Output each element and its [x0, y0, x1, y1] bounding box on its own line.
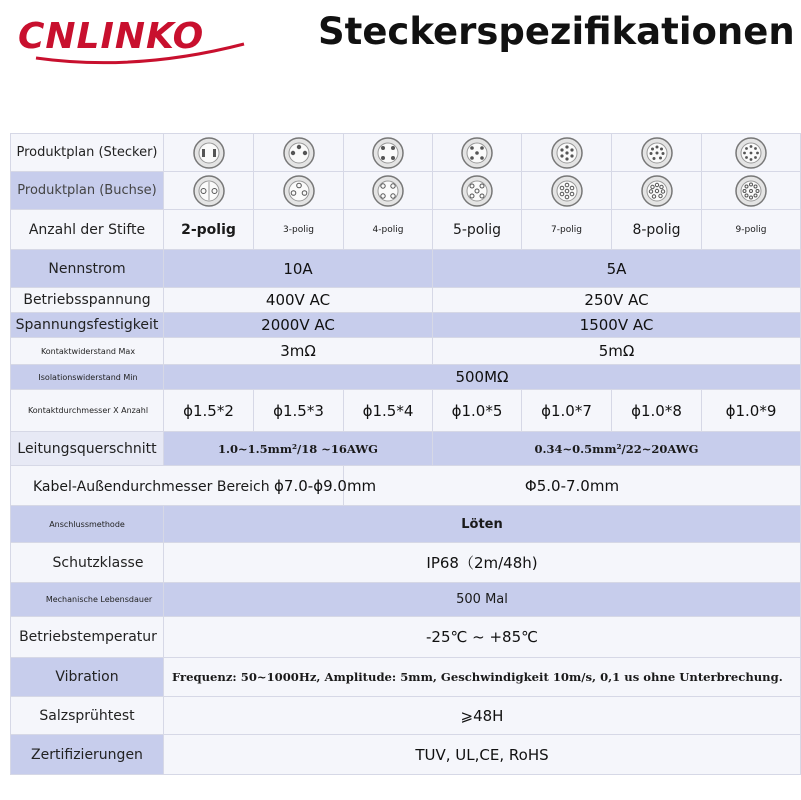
row-vibration [11, 658, 801, 697]
plug-4-pin-icon [344, 134, 433, 172]
wire-cross-section-a: 1.0~1.5mm²/18 ~16AWG [164, 432, 433, 466]
row-mechanical-life [11, 583, 801, 617]
row-certifications [11, 735, 801, 775]
plug-5-pin-icon [433, 134, 522, 172]
withstand-voltage-b: 1500V AC [433, 313, 801, 338]
plug-7-pin-icon [522, 134, 612, 172]
row-label: Kontaktwiderstand Max [11, 338, 164, 365]
mechanical-life-value: 500 Mal [164, 583, 801, 617]
row-rated-current [11, 250, 801, 288]
cable-diameter-cell [11, 466, 377, 506]
row-label: Kabel-Außendurchmesser Bereich [33, 478, 270, 495]
row-contact-diameter [11, 390, 801, 432]
contact-diameter-cell: ϕ1.5*2 [164, 390, 254, 432]
socket-5-pin-icon [433, 172, 522, 210]
row-salt-spray [11, 697, 801, 735]
logo-text: CNLINKO [18, 16, 205, 57]
header [0, 0, 800, 135]
row-socket-plan [11, 172, 801, 210]
contact-resistance-a: 3mΩ [164, 338, 433, 365]
plug-3-pin-icon [254, 134, 344, 172]
socket-9-pin-icon [702, 172, 801, 210]
socket-8-pin-icon [612, 172, 702, 210]
pin-count-cell: 5-polig [433, 210, 522, 250]
plug-9-pin-icon [702, 134, 801, 172]
row-label: Kontaktdurchmesser X Anzahl [11, 390, 164, 432]
row-plug-plan [11, 134, 801, 172]
row-label: Salzsprühtest [11, 697, 164, 735]
row-operating-temperature [11, 617, 801, 658]
contact-diameter-cell: ϕ1.5*4 [344, 390, 433, 432]
row-label: Produktplan (Stecker) [11, 134, 164, 172]
socket-4-pin-icon [344, 172, 433, 210]
plug-8-pin-icon [612, 134, 702, 172]
row-withstand-voltage [11, 313, 801, 338]
row-cable-diameter [11, 466, 801, 506]
row-label: Anzahl der Stifte [11, 210, 164, 250]
row-label: Nennstrom [11, 250, 164, 288]
row-label: Schutzklasse [11, 543, 164, 583]
pin-count-cell: 4-polig [344, 210, 433, 250]
operating-temperature-value: -25℃ ~ +85℃ [164, 617, 801, 658]
row-label: Isolationswiderstand Min [11, 365, 164, 390]
operating-voltage-a: 400V AC [164, 288, 433, 313]
certifications-value: TUV, UL,CE, RoHS [164, 735, 801, 775]
row-connection-method [11, 506, 801, 543]
row-pin-count [11, 210, 801, 250]
row-label: Anschlussmethode [11, 506, 164, 543]
socket-2-pin-icon [164, 172, 254, 210]
row-operating-voltage [11, 288, 801, 313]
socket-3-pin-icon [254, 172, 344, 210]
cable-diameter-a: ϕ7.0-ϕ9.0mm [274, 476, 377, 495]
row-label: Betriebstemperatur [11, 617, 164, 658]
connection-method-value: Löten [164, 506, 801, 543]
socket-7-pin-icon [522, 172, 612, 210]
contact-diameter-cell: ϕ1.0*5 [433, 390, 522, 432]
contact-diameter-cell: ϕ1.0*9 [702, 390, 801, 432]
rated-current-b: 5A [433, 250, 801, 288]
row-contact-resistance [11, 338, 801, 365]
pin-count-cell: 7-polig [522, 210, 612, 250]
plug-2-pin-icon [164, 134, 254, 172]
rated-current-a: 10A [164, 250, 433, 288]
row-label: Betriebsspannung [11, 288, 164, 313]
insulation-resistance-value: 500MΩ [164, 365, 801, 390]
contact-resistance-b: 5mΩ [433, 338, 801, 365]
pin-count-cell: 2-polig [164, 210, 254, 250]
pin-count-cell: 8-polig [612, 210, 702, 250]
cable-diameter-b: Φ5.0-7.0mm [344, 466, 801, 506]
salt-spray-value: ⩾48H [164, 697, 801, 735]
spec-table [10, 133, 801, 775]
pin-count-cell: 9-polig [702, 210, 801, 250]
row-label: Produktplan (Buchse) [11, 172, 164, 210]
contact-diameter-cell: ϕ1.0*7 [522, 390, 612, 432]
page-title: Steckerspezifikationen [318, 10, 795, 53]
row-label: Leitungsquerschnitt [11, 432, 164, 466]
protection-class-value: IP68（2m/48h) [164, 543, 801, 583]
row-label: Mechanische Lebensdauer [11, 583, 164, 617]
row-protection-class [11, 543, 801, 583]
row-label: Vibration [11, 658, 164, 697]
contact-diameter-cell: ϕ1.5*3 [254, 390, 344, 432]
row-insulation-resistance [11, 365, 801, 390]
pin-count-cell: 3-polig [254, 210, 344, 250]
cnlinko-logo [16, 14, 248, 66]
contact-diameter-cell: ϕ1.0*8 [612, 390, 702, 432]
row-label: Zertifizierungen [11, 735, 164, 775]
row-wire-cross-section [11, 432, 801, 466]
withstand-voltage-a: 2000V AC [164, 313, 433, 338]
vibration-value: Frequenz: 50~1000Hz, Amplitude: 5mm, Geschwindigkeit 10m/s, 0,1 us ohne Unterbrechung. [164, 658, 801, 697]
operating-voltage-b: 250V AC [433, 288, 801, 313]
wire-cross-section-b: 0.34~0.5mm²/22~20AWG [433, 432, 801, 466]
row-label: Spannungsfestigkeit [11, 313, 164, 338]
